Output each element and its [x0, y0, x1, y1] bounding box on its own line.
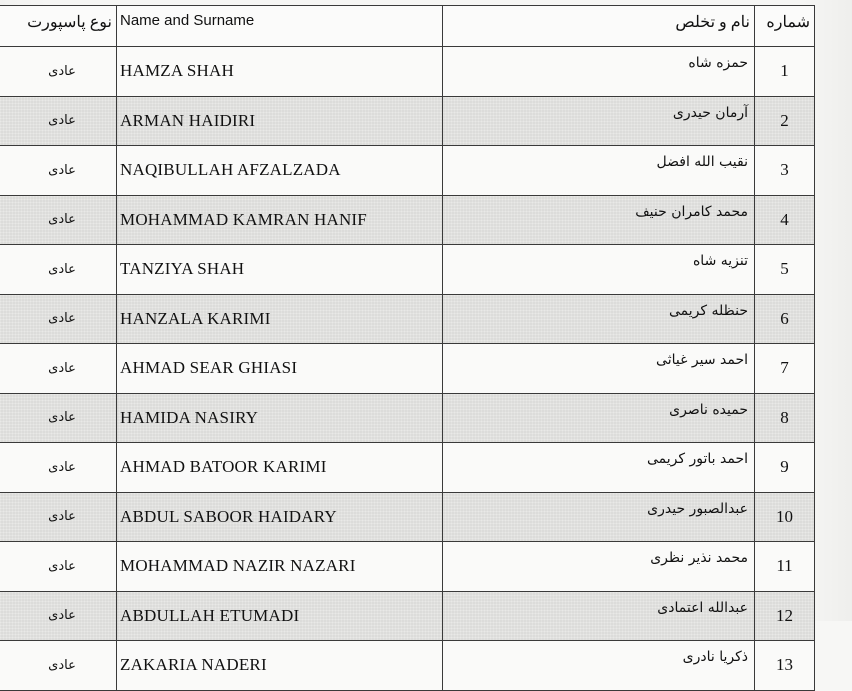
row-number-cell: 7	[755, 344, 815, 394]
row-number-cell: 6	[755, 294, 815, 344]
passport-type-cell: عادی	[0, 195, 117, 245]
table-row	[0, 492, 815, 542]
table-row	[0, 96, 815, 146]
table-row	[0, 294, 815, 344]
name-persian-cell: ذکریا نادری	[443, 641, 755, 691]
name-persian-cell: محمد کامران حنیف	[443, 195, 755, 245]
row-number-cell: 4	[755, 195, 815, 245]
header-name-english: Name and Surname	[117, 6, 443, 47]
passport-type-cell: عادی	[0, 492, 117, 542]
table-row	[0, 146, 815, 196]
passport-type-cell: عادی	[0, 443, 117, 493]
passport-type-cell: عادی	[0, 245, 117, 295]
name-persian-cell: حمزه شاه	[443, 47, 755, 97]
row-number-cell: 12	[755, 591, 815, 641]
passport-type-cell: عادی	[0, 344, 117, 394]
table-row	[0, 344, 815, 394]
passport-type-cell: عادی	[0, 641, 117, 691]
name-persian-cell: حنظله کریمی	[443, 294, 755, 344]
name-english-cell: ARMAN HAIDIRI	[117, 96, 443, 146]
name-english-cell: HAMZA SHAH	[117, 47, 443, 97]
header-number: شماره	[755, 6, 815, 47]
table-row	[0, 591, 815, 641]
table-row	[0, 195, 815, 245]
name-english-cell: NAQIBULLAH AFZALZADA	[117, 146, 443, 196]
name-english-cell: TANZIYA SHAH	[117, 245, 443, 295]
table-header-row	[0, 6, 815, 47]
row-number-cell: 3	[755, 146, 815, 196]
name-english-cell: ZAKARIA NADERI	[117, 641, 443, 691]
name-english-cell: AHMAD BATOOR KARIMI	[117, 443, 443, 493]
row-number-cell: 9	[755, 443, 815, 493]
name-persian-cell: نقیب الله افضل	[443, 146, 755, 196]
table-row	[0, 47, 815, 97]
passport-type-cell: عادی	[0, 294, 117, 344]
table-row	[0, 443, 815, 493]
row-number-cell: 13	[755, 641, 815, 691]
row-number-cell: 8	[755, 393, 815, 443]
name-english-cell: ABDULLAH ETUMADI	[117, 591, 443, 641]
name-persian-cell: آرمان حیدری	[443, 96, 755, 146]
header-passport-type: نوع پاسپورت	[0, 6, 117, 47]
passport-type-cell: عادی	[0, 146, 117, 196]
table-row	[0, 542, 815, 592]
passport-type-cell: عادی	[0, 47, 117, 97]
name-persian-cell: احمد سیر غیاثی	[443, 344, 755, 394]
table-row	[0, 393, 815, 443]
table-row	[0, 641, 815, 691]
name-english-cell: MOHAMMAD KAMRAN HANIF	[117, 195, 443, 245]
header-name-persian: نام و تخلص	[443, 6, 755, 47]
name-persian-cell: حمیده ناصری	[443, 393, 755, 443]
name-persian-cell: عبدالصبور حیدری	[443, 492, 755, 542]
passport-type-cell: عادی	[0, 591, 117, 641]
passport-type-cell: عادی	[0, 542, 117, 592]
row-number-cell: 2	[755, 96, 815, 146]
passport-type-cell: عادی	[0, 96, 117, 146]
name-english-cell: HAMIDA NASIRY	[117, 393, 443, 443]
name-english-cell: MOHAMMAD NAZIR NAZARI	[117, 542, 443, 592]
row-number-cell: 1	[755, 47, 815, 97]
table-row	[0, 245, 815, 295]
name-english-cell: AHMAD SEAR GHIASI	[117, 344, 443, 394]
passport-list-table	[0, 5, 815, 691]
name-persian-cell: محمد نذیر نظری	[443, 542, 755, 592]
row-number-cell: 10	[755, 492, 815, 542]
name-persian-cell: تنزیه شاه	[443, 245, 755, 295]
row-number-cell: 5	[755, 245, 815, 295]
name-persian-cell: احمد باتور کریمی	[443, 443, 755, 493]
name-english-cell: ABDUL SABOOR HAIDARY	[117, 492, 443, 542]
name-persian-cell: عبدالله اعتمادی	[443, 591, 755, 641]
row-number-cell: 11	[755, 542, 815, 592]
passport-type-cell: عادی	[0, 393, 117, 443]
name-english-cell: HANZALA KARIMI	[117, 294, 443, 344]
